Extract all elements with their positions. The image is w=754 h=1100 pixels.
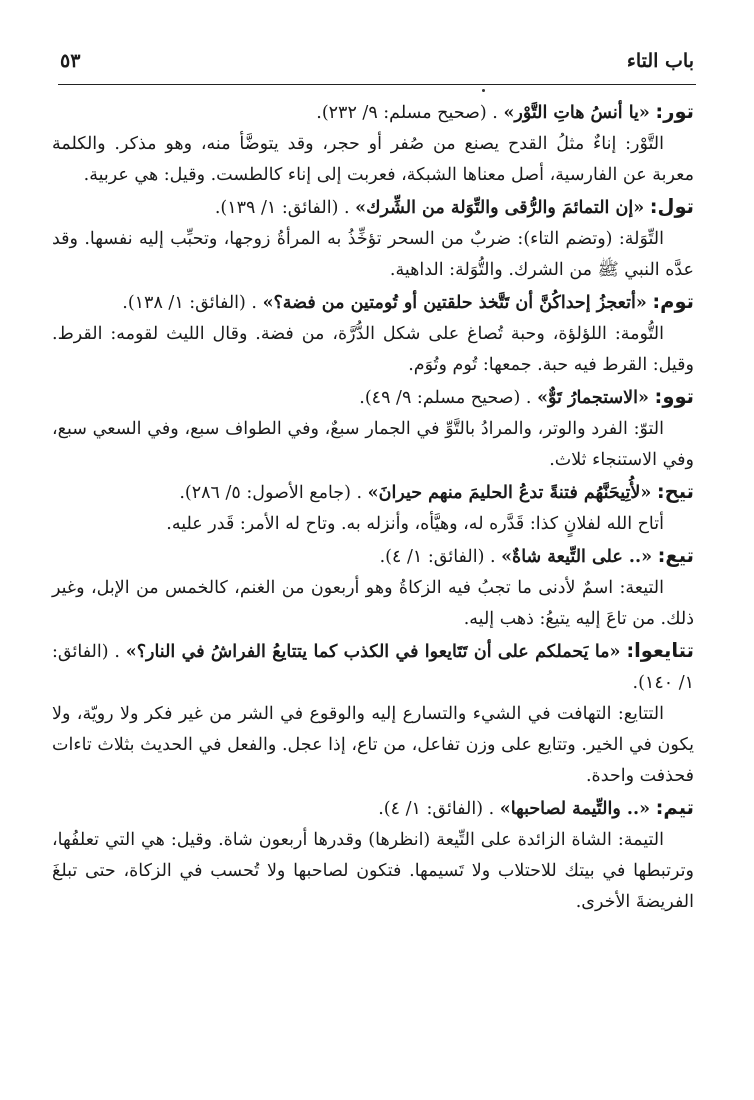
- hadith-text: «الاستجمارُ تَوٌّ»: [537, 388, 649, 408]
- entry-root: تيح:: [656, 480, 694, 503]
- header-rule: [58, 84, 696, 85]
- entry-tawaw: [52, 381, 694, 476]
- entry-explanation: التَّوْر: إناءٌ مثلُ القدح يصنع من صُفر أو حجر، وقد يتوضَّأ منه، وهو مذكر. والكلمة معربة عن الفارسية، أصل معناها الشبكة، فعربت إلى إناء كالطست. وقيل: هي عربية.: [52, 134, 694, 185]
- entry-taym: [52, 792, 694, 918]
- entry-tawm: [52, 286, 694, 381]
- entry-explanation: التوّ: الفرد والوتر، والمرادُ بالتَّوِّ في الجمار سبعٌ، وفي الطواف سبع، وفي السعي سبع، وفي الاستنجاء ثلاث.: [52, 419, 694, 470]
- entry-root: تتايعوا:: [626, 639, 694, 662]
- entry-heading-line: [52, 381, 694, 414]
- entry-heading-line: [52, 286, 694, 319]
- entry-heading-line: [52, 792, 694, 825]
- hadith-source: . (الفائق: ١/ ١٣٨).: [122, 293, 257, 313]
- page-number: ٥٣: [60, 50, 81, 72]
- entry-explanation: التيمة: الشاة الزائدة على التِّيعة (انظرها) وقدرها أربعون شاة. وقيل: هي التي تعلفُها، وترتبطها في بيتك للاحتلاب ولا تَسيمها. فتكون لصاحبها ولا تُحسب في الزكاة، حتى تبلغَ الفريضةَ الأخرى.: [52, 830, 694, 912]
- entry-root: توم:: [652, 290, 694, 313]
- entry-root: تيع:: [657, 544, 694, 567]
- entry-tay: [52, 540, 694, 635]
- entry-tawl: [52, 191, 694, 286]
- entry-tatayaw: [52, 635, 694, 792]
- entry-root: تور:: [655, 100, 694, 123]
- hadith-source: . (الفائق: ١/ ٤).: [378, 799, 495, 819]
- entry-root: توو:: [654, 385, 694, 408]
- hadith-text: «لأُتِيحَنَّهُم فتنةً تدعُ الحليمَ منهم حيرانَ»: [367, 483, 652, 503]
- header-ornament-dot: [482, 89, 485, 92]
- hadith-text: «يا أنسُ هاتِ التَّوْر»: [503, 103, 650, 123]
- entry-explanation: التيعة: اسمٌ لأدنى ما تجبُ فيه الزكاةُ وهو أربعون من الغنم، كالخمس من الإبل، وغير ذلك. من تاعَ إليه يتيعُ: ذهب إليه.: [52, 578, 694, 629]
- hadith-text: «.. على التِّيعة شاةٌ»: [501, 547, 653, 567]
- entry-heading-line: [52, 635, 694, 699]
- hadith-text: «إن التمائمَ والرُّقى والتِّوَلة من الشِّرك»: [355, 198, 645, 218]
- entry-root: تول:: [649, 195, 694, 218]
- entries-list: [52, 96, 694, 918]
- entry-heading-line: [52, 191, 694, 224]
- page-header: [60, 50, 694, 80]
- entry-explanation: التِّوَلة: (وتضم التاء): ضربٌ من السحر تؤخِّذُ به المرأةُ زوجها، وتحبِّب إليه نفسها. وقد عدَّه النبي ﷺ من الشرك. والتُّوَلة: الداهية.: [52, 229, 694, 280]
- entry-explanation: التُّومة: اللؤلؤة، وحبة تُصاغ على شكل الدُّرَّة، من فضة. وقال الليث لقومه: القرط. وقيل: القرط فيه حبة. جمعها: تُوم وتُوَم.: [52, 324, 694, 375]
- entry-heading-line: [52, 476, 694, 509]
- entry-tayh: [52, 476, 694, 540]
- hadith-source: . (الفائق: ١/ ١٣٩).: [214, 198, 350, 218]
- entry-heading-line: [52, 96, 694, 129]
- entry-explanation: أتاح الله لفلانٍ كذا: قَدَّره له، وهيَّأه، وأنزله به. وتاح له الأمر: قَدر عليه.: [166, 514, 664, 534]
- entry-tawr: [52, 96, 694, 191]
- hadith-source: . (صحيح مسلم: ٩/ ٢٣٢).: [316, 103, 498, 123]
- chapter-title: باب التاء: [626, 50, 694, 72]
- hadith-source: . (الفائق: ١/ ١٤٠).: [52, 642, 694, 693]
- hadith-source: . (الفائق: ١/ ٤).: [379, 547, 496, 567]
- hadith-text: «ما يَحملكم على أن تَتَايعوا في الكذب كما يتتايعُ الفراشُ في النار؟»: [125, 642, 621, 662]
- hadith-text: «.. والتِّيمة لصاحبها»: [499, 799, 651, 819]
- entry-heading-line: [52, 540, 694, 573]
- entry-root: تيم:: [655, 796, 694, 819]
- hadith-source: . (صحيح مسلم: ٩/ ٤٩).: [359, 388, 532, 408]
- hadith-text: «أتعجزُ إحداكُنَّ أن تَتَّخذ حلقتين أو تُومتين من فضة؟»: [262, 293, 647, 313]
- entry-explanation: التتايع: التهافت في الشيء والتسارع إليه والوقوع في الشر من غير فكر ولا رويّة، ولا يكون في الخير. وتتايع على وزن تفاعل، من تاع، إذا عجل. والفعل في الحديث بثلاث تاءات فحذفت واحدة.: [52, 704, 694, 786]
- hadith-source: . (جامع الأصول: ٥/ ٢٨٦).: [179, 483, 363, 503]
